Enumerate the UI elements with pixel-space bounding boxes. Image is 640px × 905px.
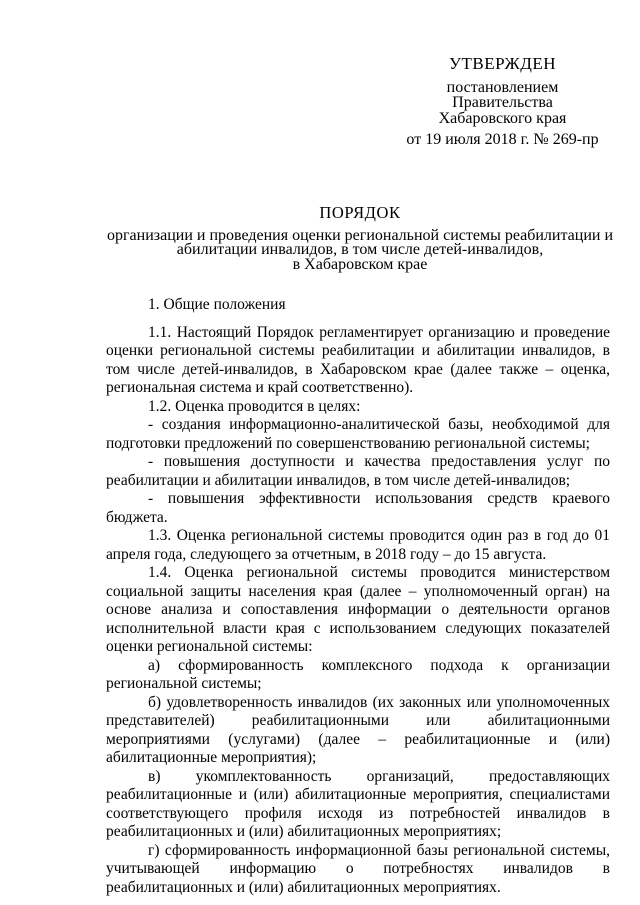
document-subtitle: организации и проведения оценки региональной системы реабилитации и [106,226,614,244]
document-body [106,296,610,897]
paragraph: 1.4. Оценка региональной системы проводится министерством социальной защиты населения края (далее – уполномоченный орган) на основе анализа и сопоставления информации о деятельности органов исполнительной власти края с использованием следующих показателей оценки региональной системы: [106,564,610,655]
paragraph: 1.2. Оценка проводится в целях: [148,397,361,415]
paragraph: 1.1. Настоящий Порядок регламентирует организацию и проведение оценки региональной системы реабилитации и абилитации инвалидов, в том числе детей-инвалидов, в Хабаровском крае (далее также – оценка, региональная система и край соответственно). [106,323,610,396]
document-title-block [90,203,630,273]
approval-title: УТВЕРЖДЕН [449,54,556,73]
approval-line: Правительства [452,94,553,111]
approval-line: постановлением [446,78,559,96]
section-heading: 1. Общие положения [148,296,286,313]
approval-stamp [395,56,610,148]
approval-date: от 19 июля 2018 г. № 269-пр [406,131,599,148]
document-subtitle: в Хабаровском крае [292,255,428,273]
paragraph: 1.3. Оценка региональной системы проводится один раз в год до 01 апреля года, следующего за отчетным, в 2018 году – до 15 августа. [106,527,610,563]
list-item: а) сформированность комплексного подхода к организации региональной системы; [106,656,610,692]
document-subtitle: абилитации инвалидов, в том числе детей-инвалидов, [176,241,544,258]
list-item: г) сформированность информационной базы региональной системы, учитывающей информацию о потребностях инвалидов в реабилитационных и (или) абилитационных мероприятиях. [106,841,610,896]
list-item: - повышения доступности и качества предоставления услуг по реабилитации и абилитации инвалидов, в том числе детей-инвалидов; [106,453,610,489]
document-title: ПОРЯДОК [319,203,401,222]
list-item: б) удовлетворенность инвалидов (их законных или уполномоченных представителей) реабилитационными или абилитационными мероприятиями (услугами) (далее – реабилитационные и (или) абилитационные мероприятия); [106,693,610,766]
approval-line: Хабаровского края [438,109,567,127]
list-item: - повышения эффективности использования средств краевого бюджета. [106,490,610,526]
list-item: в) укомплектованность организаций, предоставляющих реабилитационные и (или) абилитационные мероприятия, специалистами соответствующего профиля исходя из потребностей инвалидов в реабилитационных и (или) абилитационных мероприятиях; [106,767,610,840]
list-item: - создания информационно-аналитической базы, необходимой для подготовки предложений по совершенствованию региональной системы; [106,416,610,452]
